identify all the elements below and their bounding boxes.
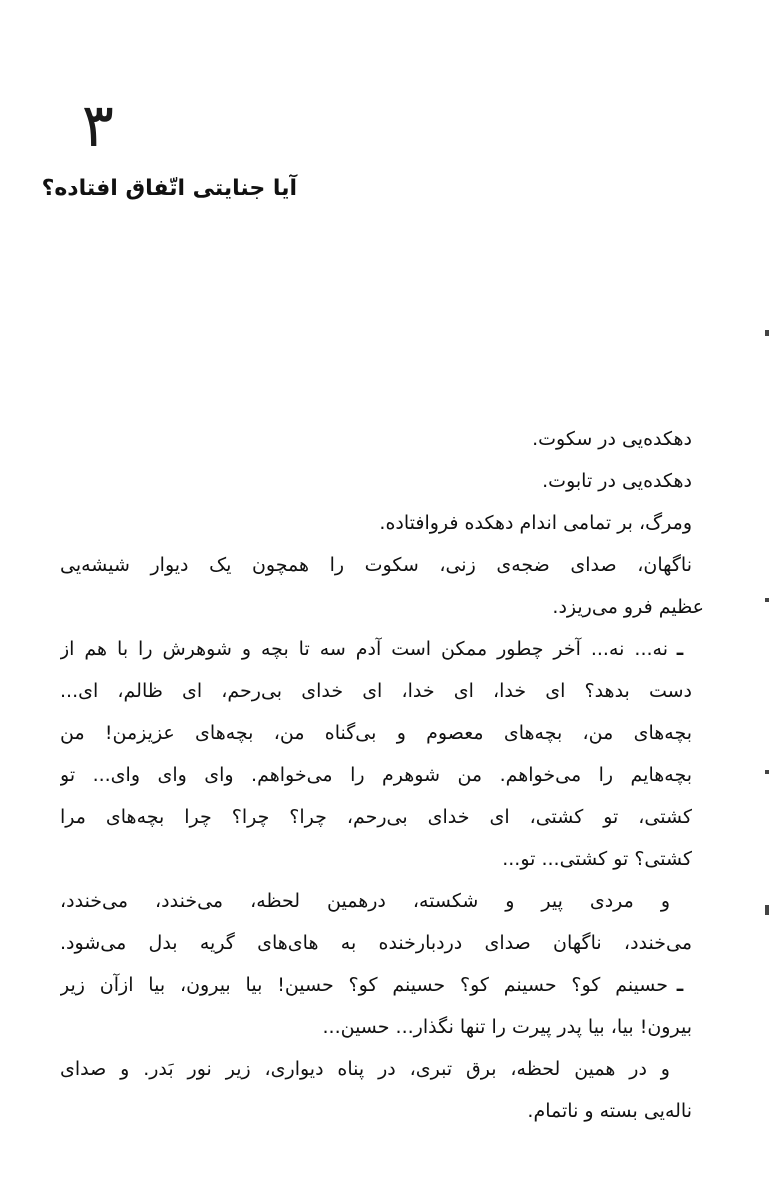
page-edge-mark — [765, 905, 769, 915]
dialogue-text: نه... نه... آخر چطور ممکن است آدم سه تا بچه و شوهرش را با هم از — [60, 638, 668, 660]
paragraph-line: دهکده‌یی در سکوت. — [532, 428, 692, 450]
paragraph-line: ناله‌یی بسته و ناتمام. — [527, 1100, 692, 1122]
paragraph-line: دهکده‌یی در تابوت. — [542, 470, 692, 492]
dialogue-dash: ـ — [676, 974, 684, 996]
dialogue-line — [60, 964, 692, 1006]
dialogue-line — [60, 628, 692, 670]
chapter-title: آیا جنایتی اتّفاق افتاده؟ — [41, 176, 297, 201]
dialogue-continuation: بچه‌هایم را می‌خواهم. من شوهرم را می‌خواهم. وای وای وای... تو — [60, 764, 692, 786]
dialogue-dash: ـ — [676, 638, 684, 660]
paragraph-line: ناگهان، صدای ضجه‌ی زنی، سکوت را همچون یک دیوار شیشه‌یی — [60, 554, 692, 576]
page-edge-mark — [765, 330, 769, 336]
dialogue-continuation: بچه‌های من، بچه‌های معصوم و بی‌گناه من، بچه‌های عزیزمن! من — [60, 722, 692, 744]
dialogue-continuation: کشتی، تو کشتی، ای خدای بی‌رحم، چرا؟ چرا؟ چرا بچه‌های مرا — [60, 806, 692, 828]
chapter-number: ۳ — [81, 91, 114, 161]
dialogue-text: حسینم کو؟ حسینم کو؟ حسینم کو؟ حسین! بیا بیرون، بیا ازآن زیر — [60, 974, 668, 996]
paragraph-line: ومرگ، بر تمامی اندام دهکده فروافتاده. — [379, 512, 692, 534]
chapter-body — [60, 418, 704, 1132]
dialogue-continuation: دست بدهد؟ ای خدا، ای خدا، ای خدای بی‌رحم، ای ظالم، ای... — [60, 680, 692, 702]
dialogue-continuation: کشتی؟ تو کشتی... تو... — [502, 848, 692, 870]
page-edge-mark — [765, 598, 769, 602]
paragraph-line: و در همین لحظه، برق تبری، در پناه دیواری، زیر نور بَدر. و صدای — [60, 1058, 670, 1080]
dialogue-continuation: بیرون! بیا، بیا پدر پیرت را تنها نگذار... حسین... — [322, 1016, 692, 1038]
paragraph-line: می‌خندد، ناگهان صدای دردبارخنده به های‌های گریه بدل می‌شود. — [60, 932, 692, 954]
paragraph-line: و مردی پیر و شکسته، درهمین لحظه، می‌خندد، می‌خندد، — [60, 890, 670, 912]
page-edge-mark — [765, 770, 769, 774]
paragraph-line: عظیم فرو می‌ریزد. — [552, 596, 704, 618]
